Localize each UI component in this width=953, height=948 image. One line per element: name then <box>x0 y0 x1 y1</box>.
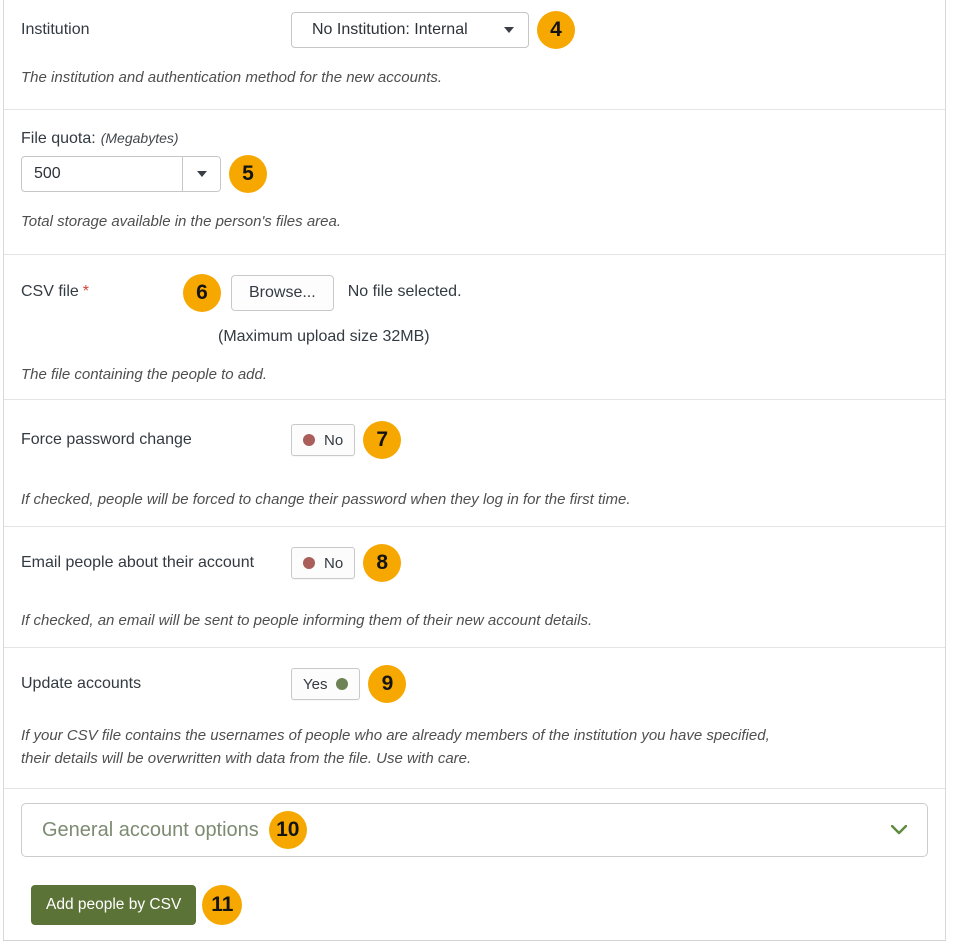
institution-help-text: The institution and authentication method for the new accounts. <box>21 69 443 86</box>
file-quota-input[interactable] <box>22 157 182 191</box>
caret-down-icon <box>504 27 514 33</box>
force-password-change-label: Force password change <box>21 431 192 448</box>
annotation-badge-5: 5 <box>229 155 267 193</box>
update-accounts-label: Update accounts <box>21 675 142 692</box>
submit-row <box>4 857 945 925</box>
toggle-state-label: No <box>324 554 344 572</box>
file-quota-dropdown-button[interactable] <box>182 157 220 191</box>
email-people-section <box>4 527 945 648</box>
update-accounts-help-text: If your CSV file contains the usernames of people who are already members of the institution you have specified, their details will be overwritten with data from the file. Use with care. <box>21 727 770 767</box>
csv-file-section <box>4 255 945 400</box>
file-quota-unit-label: (Megabytes) <box>100 130 179 146</box>
add-people-by-csv-button[interactable]: Add people by CSV <box>31 885 196 925</box>
email-people-toggle[interactable] <box>291 547 355 579</box>
file-quota-label: File quota: <box>21 130 96 147</box>
add-people-by-csv-form <box>3 0 946 941</box>
force-password-change-section <box>4 400 945 527</box>
institution-select[interactable] <box>291 12 529 48</box>
toggle-off-dot-icon <box>303 557 315 569</box>
force-password-change-help-text: If checked, people will be forced to change their password when they log in for the first time. <box>21 491 631 508</box>
csv-file-help-text: The file containing the people to add. <box>21 366 268 383</box>
file-selected-status: No file selected. <box>347 283 462 300</box>
browse-button[interactable]: Browse... <box>231 275 334 311</box>
email-people-label: Email people about their account <box>21 554 255 571</box>
general-account-options-wrap <box>4 789 945 857</box>
email-people-help-text: If checked, an email will be sent to people informing them of their new account details. <box>21 612 593 629</box>
caret-down-icon <box>197 171 207 177</box>
annotation-badge-8: 8 <box>363 544 401 582</box>
toggle-state-label: Yes <box>303 675 328 693</box>
file-quota-combobox <box>21 156 221 192</box>
general-account-options-header[interactable] <box>21 803 928 857</box>
institution-section <box>4 0 945 110</box>
annotation-badge-10: 10 <box>269 811 307 849</box>
toggle-on-dot-icon <box>336 678 348 690</box>
csv-file-label: CSV file * <box>21 283 90 300</box>
toggle-state-label: No <box>324 431 344 449</box>
file-quota-section <box>4 110 945 255</box>
required-asterisk: * <box>82 283 90 300</box>
force-password-change-toggle[interactable] <box>291 424 355 456</box>
annotation-badge-6: 6 <box>183 274 221 312</box>
institution-selected-value: No Institution: Internal <box>312 21 468 38</box>
toggle-off-dot-icon <box>303 434 315 446</box>
max-upload-size-note: (Maximum upload size 32MB) <box>218 328 430 345</box>
annotation-badge-11: 11 <box>202 885 242 925</box>
chevron-down-icon <box>891 825 907 835</box>
annotation-badge-4: 4 <box>537 11 575 49</box>
annotation-badge-7: 7 <box>363 421 401 459</box>
update-accounts-toggle[interactable] <box>291 668 360 700</box>
institution-label: Institution <box>21 21 90 38</box>
annotation-badge-9: 9 <box>368 665 406 703</box>
update-accounts-section <box>4 648 945 789</box>
general-account-options-label: General account options <box>42 818 259 841</box>
file-quota-help-text: Total storage available in the person's files area. <box>21 213 342 230</box>
